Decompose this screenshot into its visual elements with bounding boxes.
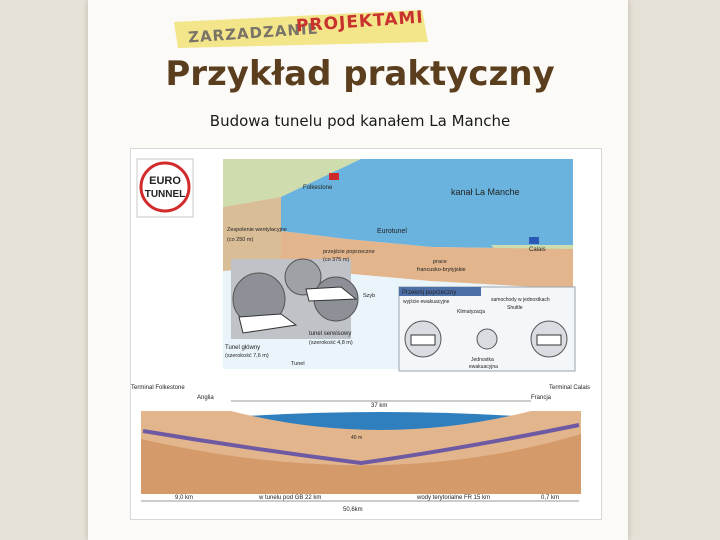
label-przejscie-sub: (co 375 m): [323, 257, 350, 263]
label-folkestone: Folkestone: [303, 185, 333, 191]
profile-seg-mid: w tunelu pod GB 22 km: [259, 495, 322, 501]
eurotunnel-illustration: [130, 148, 602, 520]
label-calais: Calais: [529, 247, 546, 253]
course-logo: [170, 8, 430, 48]
logo-left-word: ZARZADZANIE: [187, 19, 320, 47]
cross-section-panel: [399, 287, 575, 371]
label-eurotunel: Eurotunel: [377, 228, 407, 235]
label-prace-sub: francusko-brytyjskie: [417, 267, 466, 273]
cross-label-f: ewakuacyjna: [469, 364, 498, 370]
profile-seg-left: 9,0 km: [175, 495, 194, 501]
label-tunel-small: Tunel: [291, 361, 305, 367]
label-tunel-serwisowy: tunel serwisowy: [309, 331, 352, 337]
label-kanal: kanał La Manche: [451, 187, 520, 197]
illustration-canvas: [131, 149, 601, 519]
cross-label-c: Klimatyzacja: [457, 309, 486, 315]
profile-terminal-right: Terminal Calais: [549, 385, 591, 391]
profile-dist-top: 37 km: [371, 403, 388, 409]
page-title: Przykład praktyczny: [165, 54, 555, 94]
cross-label-b: samochody w jednostkach: [491, 297, 550, 303]
profile-terminal-left: Terminal Folkestone: [131, 385, 185, 391]
label-tunel-glowny-sub: (szerokość 7,6 m): [225, 353, 269, 359]
label-szyb: Szyb: [363, 293, 376, 299]
profile-total: 50,6km: [343, 507, 363, 513]
profile-anglia: Anglia: [197, 395, 214, 401]
cross-label-a: wyjście ewakuacyjne: [403, 299, 450, 305]
logo-line1: EURO: [149, 175, 181, 187]
label-prace: prace: [433, 259, 447, 265]
profile-depth: 40 m: [351, 435, 363, 441]
eurotunnel-logo: [137, 159, 193, 217]
profile-francja: Francja: [531, 395, 552, 401]
cross-section-title: Przekrój poprzeczny: [402, 290, 457, 296]
label-wentylacja-sub: (co 250 m): [227, 237, 254, 243]
label-przejscie: przejście poprzeczne: [323, 249, 375, 255]
label-tunel-serwisowy-sub: (szerokość 4,8 m): [309, 340, 353, 346]
page-subtitle: Budowa tunelu pod kanałem La Manche: [209, 112, 511, 130]
tunnel-profile: [131, 385, 590, 513]
label-tunel-glowny: Tunel główny: [225, 345, 261, 351]
cross-label-d: Shuttle: [507, 305, 523, 311]
profile-seg-right: 0,7 km: [541, 495, 560, 501]
label-wentylacja: Zespolenie wentylacyjne: [227, 227, 287, 233]
profile-seg-right-mid: wody terytorialne FR 15 km: [417, 495, 491, 501]
logo-right-word: PROJEKTAMI: [295, 7, 425, 37]
logo-line2: TUNNEL: [144, 189, 186, 200]
cross-label-e: Jednostka: [471, 357, 494, 363]
